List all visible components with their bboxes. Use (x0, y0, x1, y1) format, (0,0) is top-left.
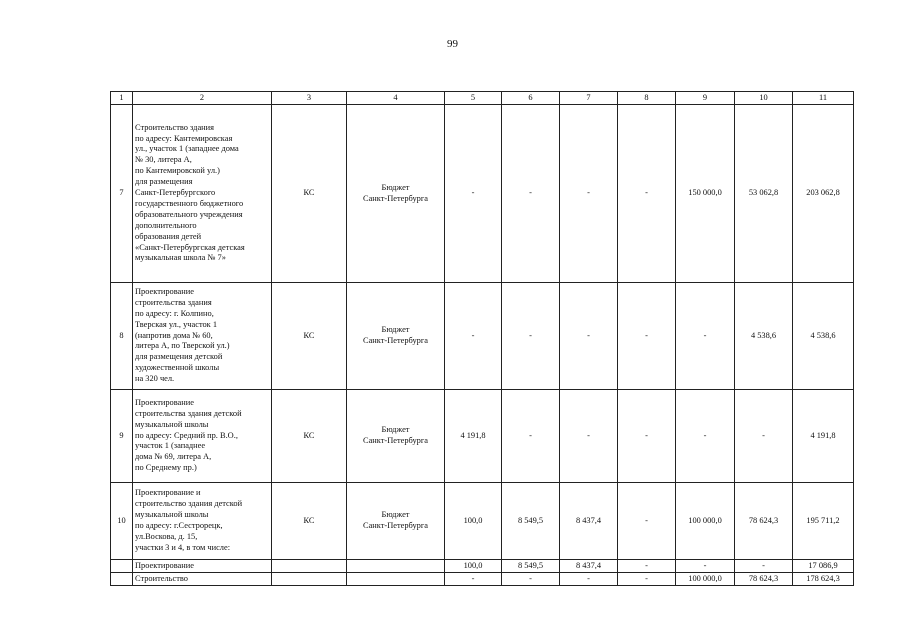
column-header: 4 (347, 92, 445, 105)
table-subrow (111, 560, 854, 573)
value-cell: - (502, 105, 560, 283)
object-type: КС (272, 105, 347, 283)
column-header: 5 (445, 92, 502, 105)
column-header: 10 (735, 92, 793, 105)
column-header: 11 (793, 92, 854, 105)
row-number: 7 (111, 105, 133, 283)
value-cell: - (676, 283, 735, 390)
object-type: КС (272, 483, 347, 560)
value-cell: 4 191,8 (445, 390, 502, 483)
row-number: 10 (111, 483, 133, 560)
value-cell: 100 000,0 (676, 483, 735, 560)
value-cell: - (560, 573, 618, 586)
table-row (111, 483, 854, 560)
value-cell: 8 549,5 (502, 483, 560, 560)
column-header: 2 (133, 92, 272, 105)
total-cell: 17 086,9 (793, 560, 854, 573)
value-cell: - (445, 105, 502, 283)
column-header: 3 (272, 92, 347, 105)
value-cell: - (676, 390, 735, 483)
table-row (111, 390, 854, 483)
value-cell: - (560, 390, 618, 483)
total-cell: 203 062,8 (793, 105, 854, 283)
value-cell: - (502, 390, 560, 483)
total-cell: 178 624,3 (793, 573, 854, 586)
column-header: 8 (618, 92, 676, 105)
value-cell: - (618, 573, 676, 586)
value-cell: - (445, 283, 502, 390)
total-cell: 4 191,8 (793, 390, 854, 483)
value-cell: - (735, 390, 793, 483)
column-header: 7 (560, 92, 618, 105)
object-type: КС (272, 283, 347, 390)
object-name: Строительство (133, 573, 272, 586)
column-header: 6 (502, 92, 560, 105)
header-row (111, 92, 854, 105)
row-number: 9 (111, 390, 133, 483)
object-name: Строительство здания по адресу: Кантемировская ул., участок 1 (западнее дома № 30, литера А, по Кантемировской ул.) для размещения Санкт-Петербургского государственного бюджетного образовательного учреждения дополнительного образования детей «Санкт-Петербургская детская музыкальная школа № 7» (133, 105, 272, 283)
total-cell: 4 538,6 (793, 283, 854, 390)
row-number-empty (111, 573, 133, 586)
value-cell: 8 549,5 (502, 560, 560, 573)
object-type-empty (272, 573, 347, 586)
object-name: Проектирование (133, 560, 272, 573)
object-type: КС (272, 390, 347, 483)
value-cell: 78 624,3 (735, 483, 793, 560)
value-cell: 78 624,3 (735, 573, 793, 586)
funding-source-empty (347, 573, 445, 586)
value-cell: 4 538,6 (735, 283, 793, 390)
value-cell: 100 000,0 (676, 573, 735, 586)
column-header: 9 (676, 92, 735, 105)
value-cell: 150 000,0 (676, 105, 735, 283)
value-cell: - (676, 560, 735, 573)
value-cell: - (618, 560, 676, 573)
object-name: Проектирование строительства здания по адресу: г. Колпино, Тверская ул., участок 1 (напротив дома № 60, литера А, по Тверской ул.) для размещения детской художественной школы на 320 чел. (133, 283, 272, 390)
value-cell: 8 437,4 (560, 560, 618, 573)
value-cell: - (560, 283, 618, 390)
value-cell: - (618, 483, 676, 560)
value-cell: 100,0 (445, 560, 502, 573)
table-row (111, 283, 854, 390)
column-header: 1 (111, 92, 133, 105)
total-cell: 195 711,2 (793, 483, 854, 560)
table-subrow (111, 573, 854, 586)
funding-source: Бюджет Санкт-Петербурга (347, 483, 445, 560)
row-number: 8 (111, 283, 133, 390)
funding-source-empty (347, 560, 445, 573)
value-cell: - (560, 105, 618, 283)
value-cell: - (618, 283, 676, 390)
value-cell: - (502, 573, 560, 586)
value-cell: - (445, 573, 502, 586)
funding-source: Бюджет Санкт-Петербурга (347, 105, 445, 283)
value-cell: 100,0 (445, 483, 502, 560)
value-cell: 8 437,4 (560, 483, 618, 560)
object-type-empty (272, 560, 347, 573)
table-row (111, 105, 854, 283)
budget-table (110, 91, 854, 586)
value-cell: - (735, 560, 793, 573)
funding-source: Бюджет Санкт-Петербурга (347, 283, 445, 390)
row-number-empty (111, 560, 133, 573)
page-number: 99 (447, 38, 458, 50)
object-name: Проектирование строительства здания детской музыкальной школы по адресу: Средний пр. В.О., участок 1 (западнее дома № 69, литера А, по Среднему пр.) (133, 390, 272, 483)
value-cell: - (618, 105, 676, 283)
value-cell: 53 062,8 (735, 105, 793, 283)
value-cell: - (502, 283, 560, 390)
value-cell: - (618, 390, 676, 483)
funding-source: Бюджет Санкт-Петербурга (347, 390, 445, 483)
object-name: Проектирование и строительство здания детской музыкальной школы по адресу: г.Сестрорецк, ул.Воскова, д. 15, участки 3 и 4, в том числе: (133, 483, 272, 560)
